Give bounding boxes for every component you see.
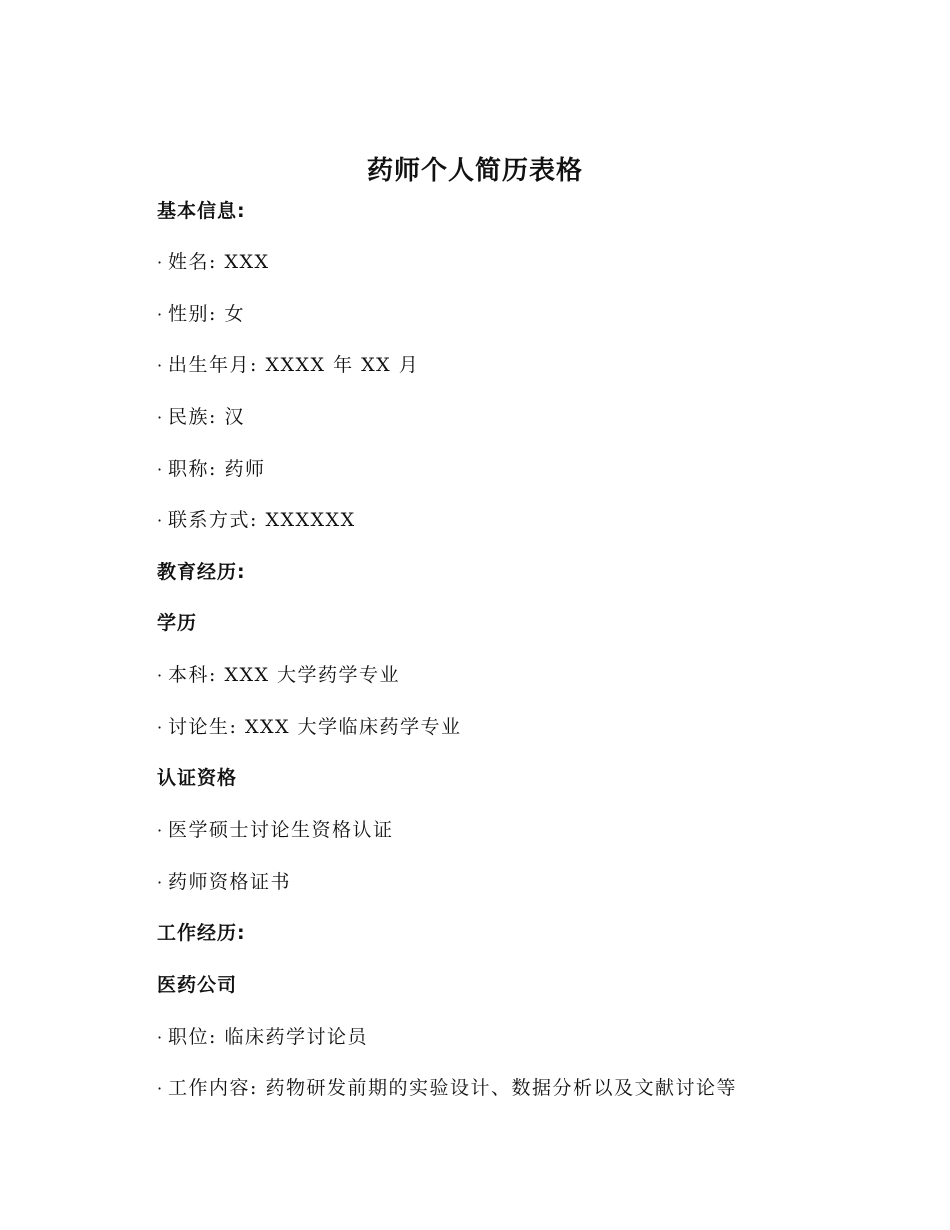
bullet: · [157, 666, 164, 685]
basic-item-title [157, 456, 265, 483]
bullet: · [157, 511, 164, 530]
degree-item-text: 本科: XXX 大学药学专业 [168, 664, 401, 686]
basic-item-ethnicity [157, 404, 245, 431]
bullet: · [157, 356, 164, 375]
degree-item-graduate [157, 714, 462, 741]
work-item-content [157, 1075, 737, 1102]
cert-item-text: 医学硕士讨论生资格认证 [168, 819, 394, 841]
cert-item-text: 药师资格证书 [168, 871, 292, 893]
certification-heading: 认证资格 [157, 767, 238, 789]
bullet: · [157, 873, 164, 892]
basic-item-gender [157, 301, 245, 328]
work-item-text: 工作内容: 药物研发前期的实验设计、数据分析以及文献讨论等 [168, 1077, 737, 1099]
bullet: · [157, 718, 164, 737]
basic-item-name [157, 249, 270, 276]
basic-item-text: 联系方式: XXXXXX [168, 509, 356, 531]
bullet: · [157, 253, 164, 272]
basic-item-text: 民族: 汉 [168, 406, 245, 428]
work-item-text: 职位: 临床药学讨论员 [168, 1026, 368, 1048]
education-heading: 教育经历: [157, 561, 246, 583]
basic-item-birth [157, 352, 419, 379]
work-item-position [157, 1024, 368, 1051]
bullet: · [157, 408, 164, 427]
company-heading: 医药公司 [157, 974, 238, 996]
bullet: · [157, 821, 164, 840]
basic-item-text: 性别: 女 [168, 303, 245, 325]
bullet: · [157, 460, 164, 479]
bullet: · [157, 305, 164, 324]
bullet: · [157, 1079, 164, 1098]
page-title: 药师个人简历表格 [366, 156, 583, 186]
cert-item-pharmacist [157, 869, 291, 896]
basic-item-text: 职称: 药师 [168, 458, 266, 480]
cert-item-master [157, 817, 394, 844]
basic-info-heading: 基本信息: [157, 200, 246, 222]
bullet: · [157, 1028, 164, 1047]
basic-item-contact [157, 507, 356, 534]
degree-item-bachelor [157, 662, 400, 689]
work-heading: 工作经历: [157, 922, 246, 944]
degree-heading: 学历 [157, 612, 198, 634]
degree-item-text: 讨论生: XXX 大学临床药学专业 [168, 716, 462, 738]
basic-item-text: 姓名: XXX [168, 251, 270, 273]
basic-item-text: 出生年月: XXXX 年 XX 月 [168, 354, 420, 376]
